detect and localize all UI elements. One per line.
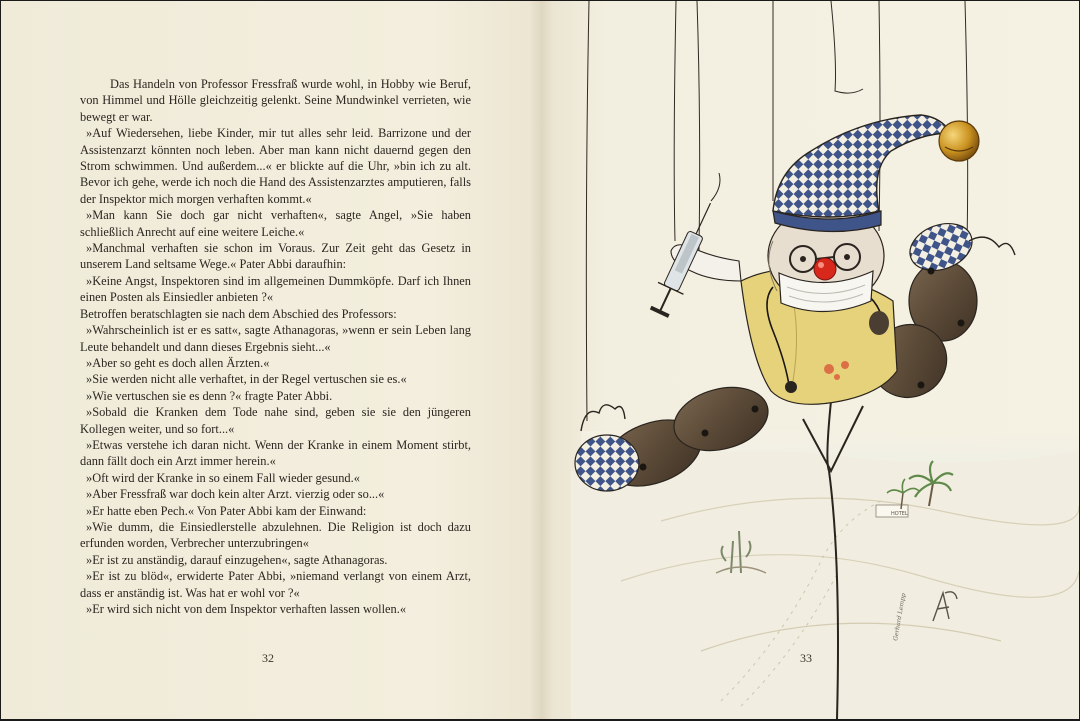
paragraph: »Wie dumm, die Einsiedlerstelle abzulehnen. Die Religion ist doch dazu erfunden worden, Verbrecher unterzubringen« (80, 519, 471, 551)
paragraph: »Man kann Sie doch gar nicht verhaften«, sagte Angel, »Sie haben schließlich Anrecht auf eine weitere Leiche.« (80, 208, 471, 239)
paragraph: »Wie vertuschen sie es denn ?« fragte Pater Abbi. (86, 388, 333, 403)
paragraph: »Etwas verstehe ich daran nicht. Wenn der Kranke in einem Moment stirbt, dann fällt doch ein Arzt immer herein.« (80, 437, 471, 469)
hotel-sign: HOTEL (891, 511, 908, 517)
artist-signature: Gerhard Lempp (892, 592, 908, 642)
paragraph: »Wahrscheinlich ist er es satt«, sagte Athanagoras, »wenn er sein Leben lang Leute behandelt und dann dieses Ergebnis sieht...« (80, 323, 471, 354)
paragraph: »Keine Angst, Inspektoren sind im allgemeinen Dummköpfe. Darf ich Ihnen einen Posten als Einsiedler anbieten ?« (80, 273, 471, 305)
left-page (1, 1, 541, 719)
paragraph: »Sobald die Kranken dem Tode nahe sind, geben sie sie den jüngeren Kollegen weiter, und so fort...« (80, 405, 471, 436)
jester-hat (773, 115, 979, 232)
syringe-hand (646, 173, 741, 320)
paragraph: »Sie werden nicht alle verhaftet, in der Regel vertuschen sie es.« (86, 372, 407, 387)
paragraph: »Aber so geht es doch allen Ärzten.« (86, 355, 270, 370)
page-number-right: 33 (800, 651, 812, 665)
paragraph: »Er wird sich nicht von dem Inspektor verhaften lassen wollen.« (86, 602, 407, 616)
paragraph: »Manchmal verhaften sie schon im Voraus. Zur Zeit geht das Gesetz in unserem Land seltsame Wege.« Pater Abbi daraufhin: (80, 241, 471, 272)
page-number-left: 32 (262, 651, 274, 665)
book-spread (1, 1, 1079, 719)
jester-puppet-illustration (541, 1, 1079, 719)
body-text (80, 76, 471, 617)
paragraph: »Oft wird der Kranke in so einem Fall wieder gesund.« (86, 470, 360, 485)
paragraph: Betroffen beratschlagten sie nach dem Abschied des Professors: (80, 306, 397, 321)
paragraph: »Auf Wiedersehen, liebe Kinder, mir tut alles sehr leid. Barrizone und der Assistenzarzt könnten noch leben. Aber man kann nicht dauernd gegen den Strom schwimmen. Und außerdem...« er blickte auf die Uhr, »bin ich zu alt. Bevor ich gehe, werde ich noch die Hand des Assistenzarztes amputieren, falls der Inspektor mich morgen verhaften kommt.« (80, 126, 471, 206)
paragraph: »Er ist zu anständig, darauf einzugehen«, sagte Athanagoras. (86, 552, 388, 567)
paragraph: »Er ist zu blöd«, erwiderte Pater Abbi, »niemand verlangt von einem Arzt, dass er anständig ist. Was hat er wohl vor ?« (80, 569, 471, 600)
paragraph: »Er hatte eben Pech.« Von Pater Abbi kam der Einwand: (86, 503, 367, 518)
paragraph: Das Handeln von Professor Fressfraß wurde wohl, in Hobby wie Beruf, von Himmel und Hölle gleichzeitig gelenkt. Seine Mundwinkel verrieten, wie bewegt er war. (80, 77, 471, 124)
paragraph: »Aber Fressfraß war doch kein alter Arzt. vierzig oder so...« (86, 487, 385, 502)
